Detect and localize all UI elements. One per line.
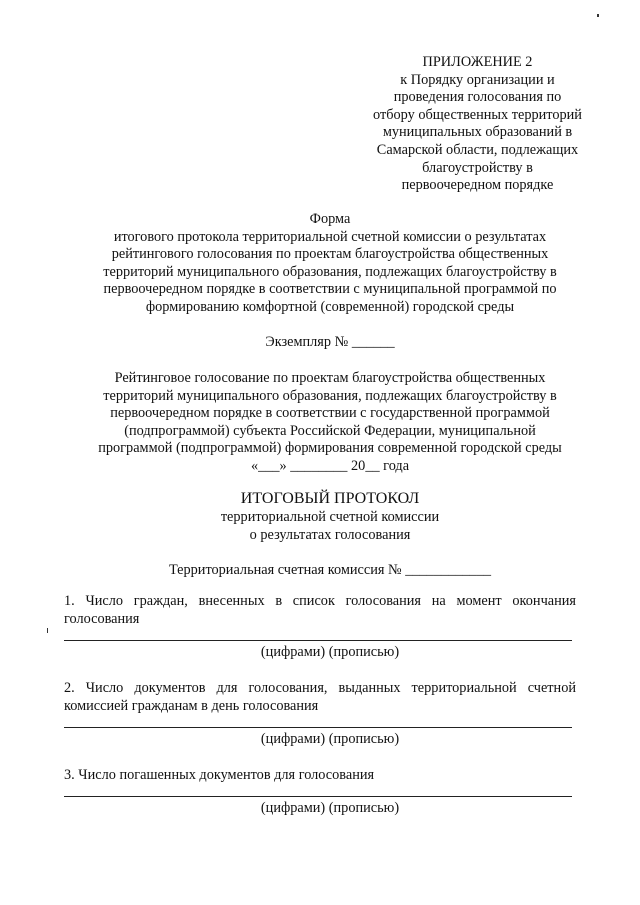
- fill-line: [64, 640, 572, 641]
- exemplar-number: Экземпляр № ______: [265, 334, 395, 350]
- form-title-line: территорий муниципального образования, подлежащих благоустройству в: [103, 263, 557, 280]
- form-title-line: первоочередном порядке в соответствии с муниципальной программой по: [103, 281, 557, 298]
- fill-line: [64, 727, 572, 728]
- appendix-line: к Порядку организации и: [400, 71, 555, 88]
- appendix-line: благоустройству в: [422, 159, 533, 176]
- fill-hint: (цифрами) (прописью): [260, 800, 400, 816]
- voting-line: программой (подпрограммой) формирования современной городской среды: [98, 440, 562, 457]
- fill-hint: (цифрами) (прописью): [260, 731, 400, 747]
- appendix-line: проведения голосования по: [393, 89, 562, 106]
- voting-description: [60, 370, 600, 476]
- voting-line: Рейтинговое голосование по проектам благоустройства общественных: [114, 370, 546, 386]
- voting-date: «___» ________ 20__ года: [250, 457, 410, 474]
- voting-line: (подпрограммой) субъекта Российской Федерации, муниципальной: [124, 422, 536, 439]
- protocol-subtitle: о результатах голосования: [249, 526, 411, 543]
- appendix-line: отбору общественных территорий: [373, 106, 582, 123]
- form-heading: Форма: [309, 211, 351, 227]
- protocol-subtitle: территориальной счетной комиссии: [220, 509, 440, 525]
- appendix-block: [360, 54, 595, 195]
- protocol-header: [60, 488, 600, 544]
- fill-hint: (цифрами) (прописью): [260, 644, 400, 660]
- appendix-line: первоочередном порядке: [401, 177, 554, 194]
- appendix-line: Самарской области, подлежащих: [376, 141, 579, 158]
- fill-line: [64, 796, 572, 797]
- voting-line: территорий муниципального образования, подлежащих благоустройству в: [103, 387, 557, 404]
- voting-line: первоочередном порядке в соответствии с государственной программой: [110, 405, 550, 422]
- appendix-line: муниципальных образований в: [382, 124, 573, 141]
- commission-line: Территориальная счетная комиссия № ____________: [168, 562, 492, 578]
- form-title-line: итогового протокола территориальной счетной комиссии о результатах: [113, 228, 547, 245]
- form-title-block: [60, 211, 600, 317]
- form-title-line: формированию комфортной (современной) городской среды: [145, 298, 515, 315]
- protocol-item-2: 2. Число документов для голосования, выданных территориальной счетной комиссией гражданам в день голосования: [64, 680, 576, 714]
- protocol-title: ИТОГОВЫЙ ПРОТОКОЛ: [240, 490, 420, 507]
- scan-speck: [597, 14, 599, 17]
- form-title-line: рейтингового голосования по проектам благоустройства общественных: [111, 246, 549, 263]
- protocol-item-1: 1. Число граждан, внесенных в список голосования на момент окончания голосования: [64, 593, 576, 627]
- appendix-title: ПРИЛОЖЕНИЕ 2: [422, 54, 533, 70]
- scan-speck: [47, 628, 48, 633]
- protocol-item-3: 3. Число погашенных документов для голосования: [64, 767, 375, 783]
